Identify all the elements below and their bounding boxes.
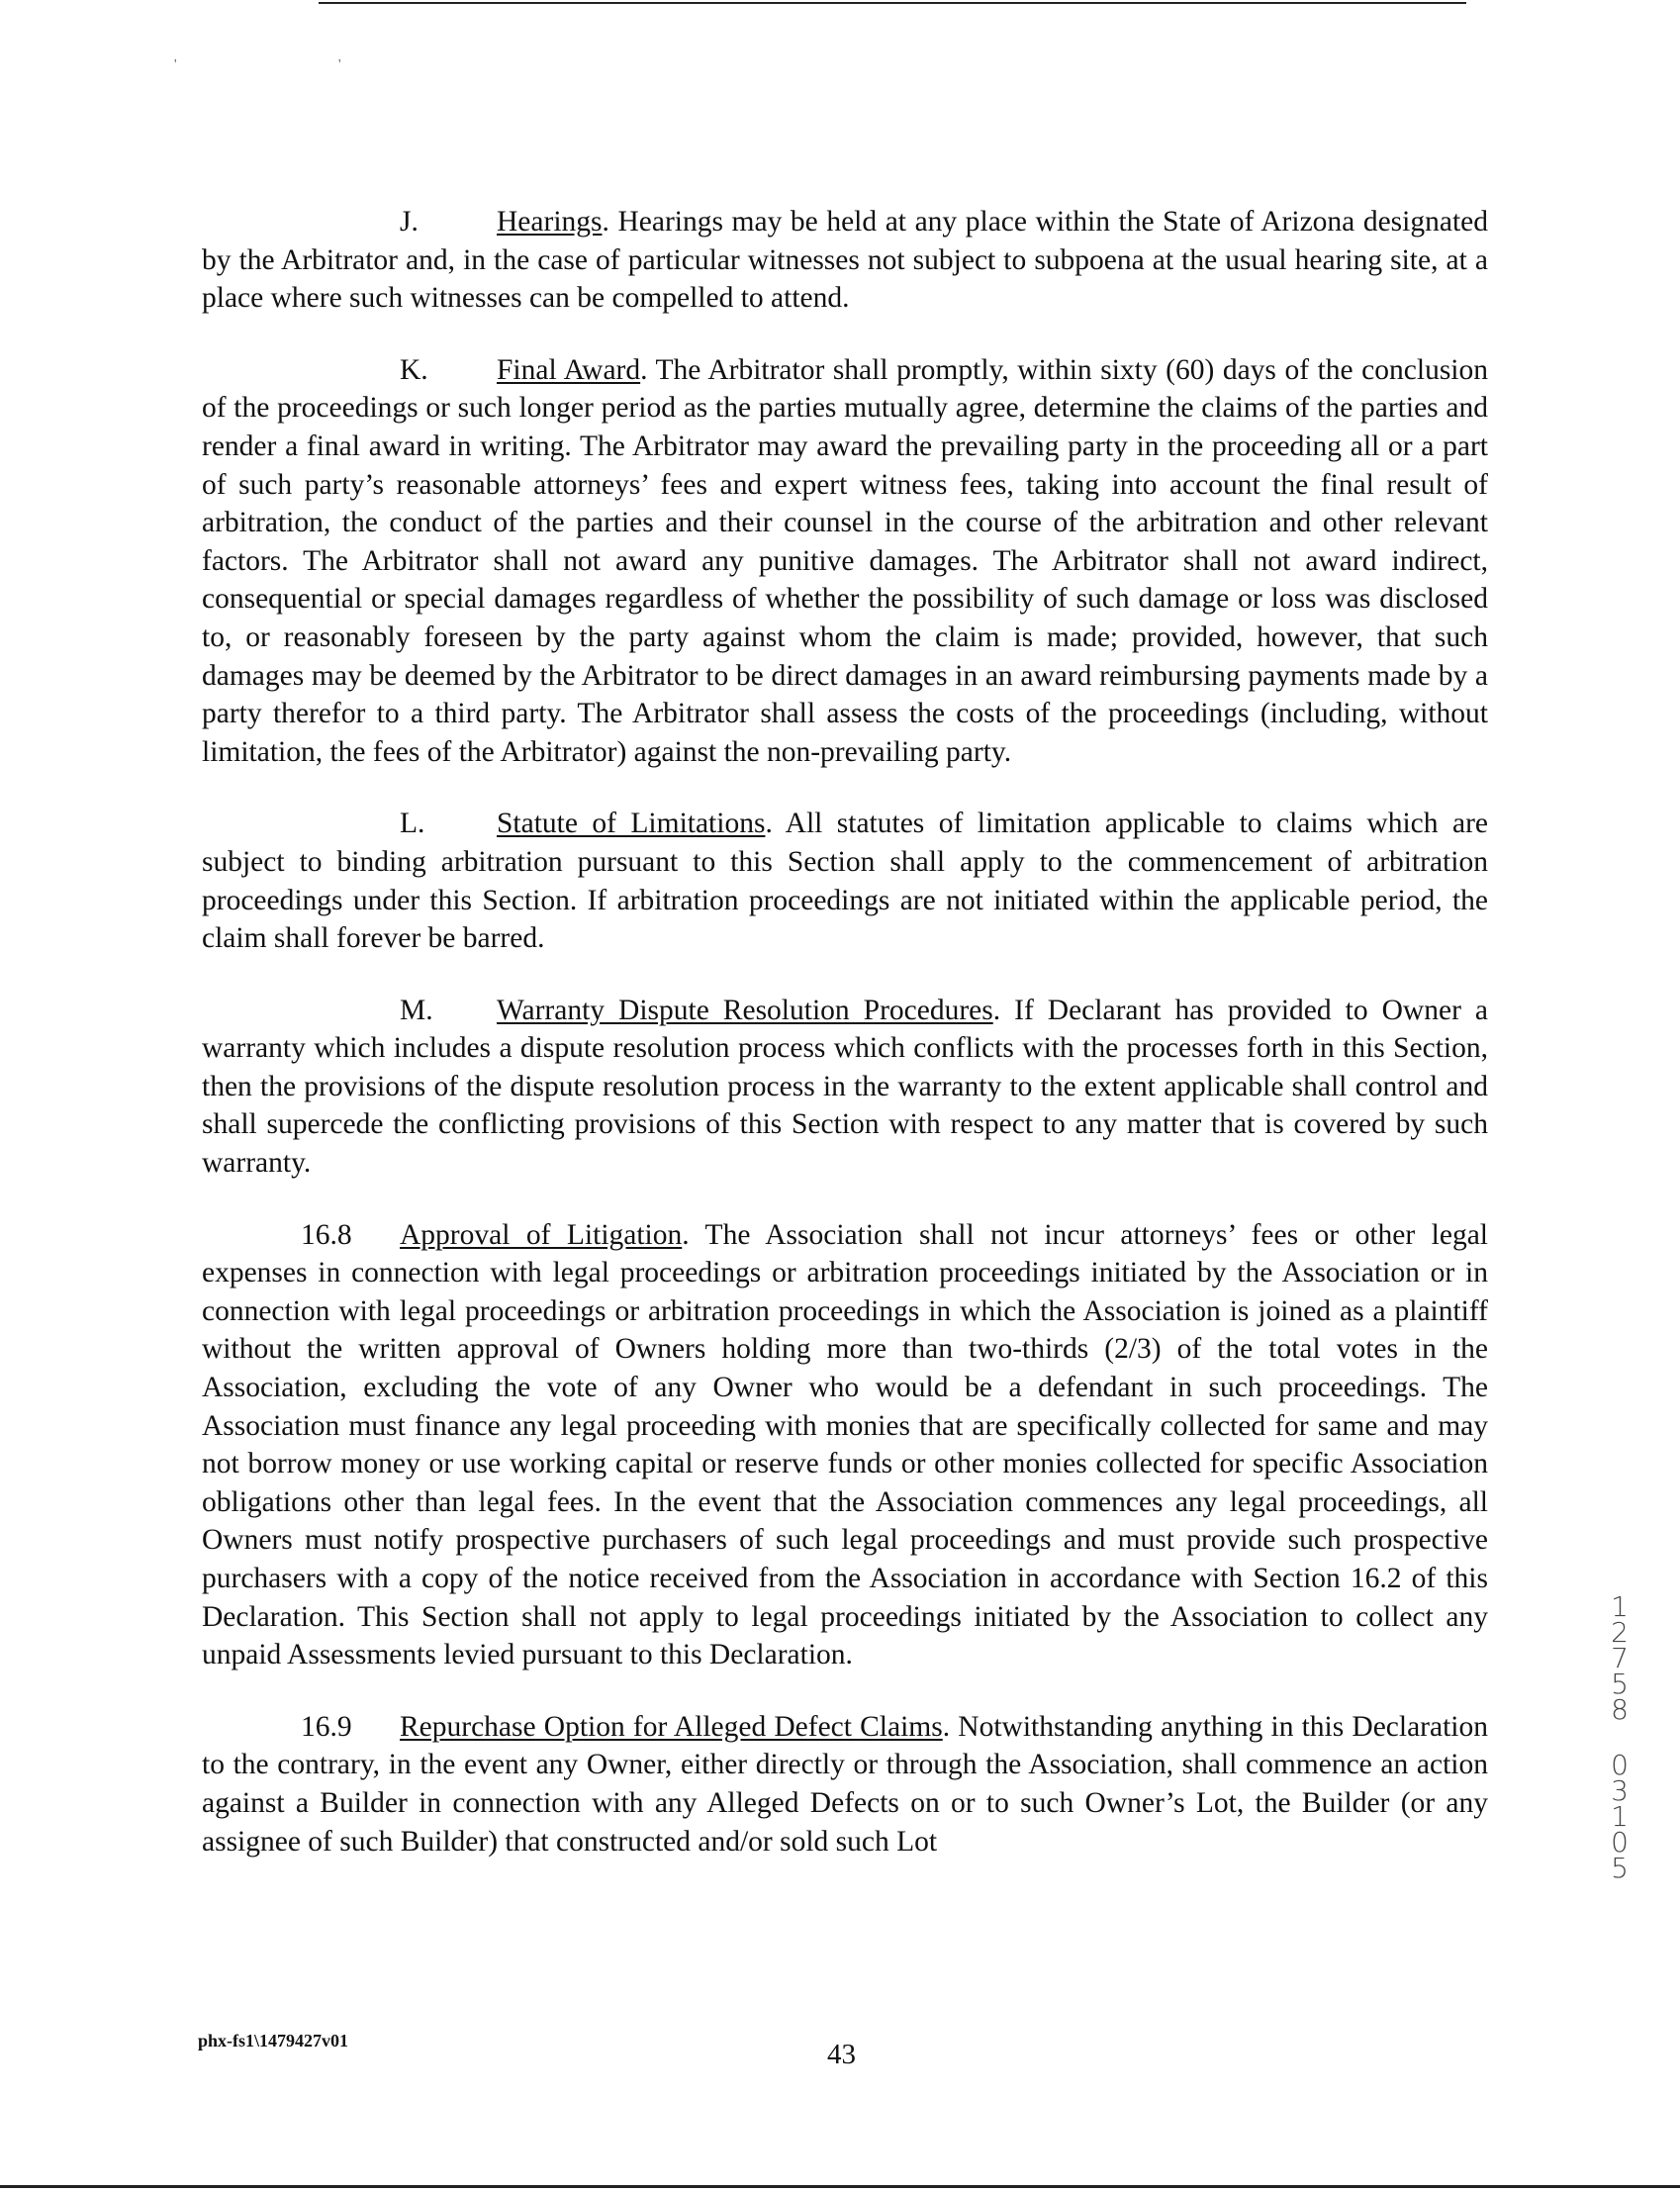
paragraph-final-award bbox=[202, 351, 1488, 772]
page-number: 43 bbox=[827, 2039, 856, 2070]
section-16-9-repurchase-option bbox=[202, 1708, 1488, 1860]
paragraph-text: . The Arbitrator shall promptly, within sixty (60) days of the conclusion of the proceedings or such longer period as the parties mutually agree, determine the claims of the parties and render a final award in writing. The Arbitrator may award the prevailing party in the proceeding all or a part of such party’s reasonable attorneys’ fees and expert witness fees, taking into account the final result of arbitration, the conduct of the parties and their counsel in the course of the arbitration and other relevant factors. The Arbitrator shall not award any punitive damages. The Arbitrator shall not award indirect, consequential or special damages regardless of whether the possibility of such damage or loss was disclosed to, or reasonably foreseen by the party against whom the claim is made; provided, however, that such damages may be deemed by the Arbitrator to be direct damages in an award reimbursing payments made by a party therefor to a third party. The Arbitrator shall assess the costs of the proceedings (including, without limitation, the fees of the Arbitrator) against the non-prevailing party. bbox=[202, 353, 1488, 768]
section-number: 16.8 bbox=[301, 1218, 352, 1251]
document-id-footer: phx-fs1\1479427v01 bbox=[198, 2031, 349, 2050]
stamp-digit: 2 bbox=[1611, 1616, 1629, 1649]
paragraph-heading: Warranty Dispute Resolution Procedures bbox=[497, 994, 993, 1026]
section-number: 16.9 bbox=[301, 1710, 352, 1743]
paragraph-heading: Final Award bbox=[497, 353, 641, 386]
section-text: . The Association shall not incur attorneys’ fees or other legal expenses in connection with legal proceedings or arbitration proceedings initiated by the Association or in connection with legal proceedings or arbitration proceedings in which the Association is joined as a plaintiff without the written approval of Owners holding more than two-thirds (2/3) of the total votes in the Association, excluding the vote of any Owner who would be a defendant in such proceedings. The Association must finance any legal proceeding with monies that are specifically collected for same and may not borrow money or use working capital or reserve funds or other monies collected for specific Association obligations other than legal fees. In the event that the Association commences any legal proceedings, all Owners must notify prospective purchasers of such legal proceedings and must provide such prospective purchasers with a copy of the notice received from the Association in accordance with Section 16.2 of this Declaration. This Section shall not apply to legal proceedings initiated by the Association to collect any unpaid Assessments levied pursuant to this Declaration. bbox=[202, 1218, 1488, 1671]
section-text: . Notwithstanding anything in this Declaration to the contrary, in the event any Owner, either directly or through the Association, shall commence an action against a Builder in connection with any Alleged Defects on or to such Owner’s Lot, the Builder (or any assignee of such Builder) that constructed and/or sold such Lot bbox=[202, 1710, 1488, 1858]
paragraph-heading: Hearings bbox=[497, 206, 603, 238]
stamp-digit: 0 bbox=[1611, 1749, 1629, 1781]
stamp-digit: 7 bbox=[1611, 1642, 1629, 1674]
stamp-digit: 5 bbox=[1611, 1668, 1629, 1700]
stamp-digit: 0 bbox=[1611, 1826, 1629, 1859]
paragraph-text: . All statutes of limitation applicable to claims which are subject to binding arbitration pursuant to this Section shall apply to the commencement of arbitration proceedings under this Section. If arbitration proceedings are not initiated within the applicable period, the claim shall forever be barred. bbox=[202, 808, 1488, 955]
stamp-digit: 3 bbox=[1611, 1774, 1629, 1807]
section-heading: Repurchase Option for Alleged Defect Claims bbox=[400, 1710, 943, 1743]
paragraph-statute-of-limitations bbox=[202, 805, 1488, 957]
section-heading: Approval of Litigation bbox=[400, 1218, 683, 1251]
bottom-scan-rule bbox=[0, 2185, 1680, 2188]
paragraph-marker: M. bbox=[400, 994, 433, 1026]
stamp-digit: 1 bbox=[1611, 1590, 1629, 1623]
paragraph-marker: J. bbox=[400, 206, 419, 238]
paragraph-hearings bbox=[202, 203, 1488, 318]
recording-stamp-number bbox=[1605, 1590, 1634, 1884]
paragraph-text: . Hearings may be held at any place within the State of Arizona designated by the Arbitrator and, in the case of particular witnesses not subject to subpoena at the usual hearing site, at a place where such witnesses can be compelled to attend. bbox=[202, 206, 1488, 315]
stamp-digit: 1 bbox=[1611, 1800, 1629, 1833]
document-body bbox=[202, 203, 1488, 1894]
top-scan-rule bbox=[319, 2, 1466, 4]
stamp-digit: 8 bbox=[1611, 1693, 1629, 1726]
paragraph-marker: L. bbox=[400, 808, 425, 840]
paragraph-heading: Statute of Limitations bbox=[497, 808, 766, 840]
paragraph-marker: K. bbox=[400, 353, 428, 386]
section-16-8-approval-of-litigation bbox=[202, 1216, 1488, 1674]
stamp-digit: 5 bbox=[1611, 1852, 1629, 1884]
paragraph-text: . If Declarant has provided to Owner a warranty which includes a dispute resolution process which conflicts with the processes forth in this Section, then the provisions of the dispute resolution process in the warranty to the extent applicable shall control and shall supercede the conflicting provisions of this Section with respect to any matter that is covered by such warranty. bbox=[202, 994, 1489, 1180]
paragraph-warranty-dispute bbox=[202, 992, 1488, 1183]
scan-specks: ' ' bbox=[174, 57, 420, 72]
